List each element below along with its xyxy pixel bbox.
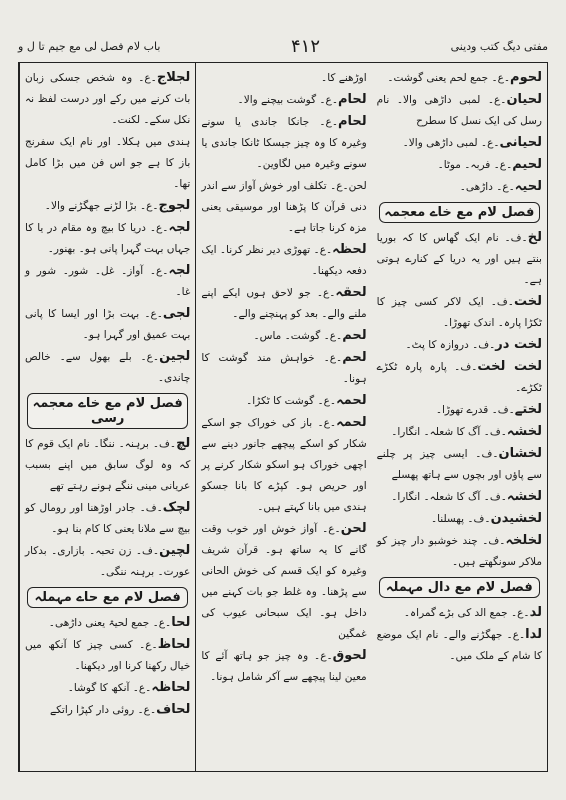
- entries-group-3: [377, 602, 542, 667]
- definition: ۔ف۔ قدرے تھوڑا۔: [435, 404, 515, 416]
- definition: ۔ف۔ دروازہ کا پٹ۔: [405, 339, 496, 351]
- definition: ۔ف۔ ایک لاکر کسی چیز کا ٹکڑا پارہ۔ اندک تھوڑا۔: [376, 296, 542, 329]
- dictionary-entry: [201, 347, 366, 390]
- entries-group-2: [377, 227, 542, 573]
- definition: ۔ع۔ روئی دار کپڑا راتکے: [49, 704, 157, 716]
- entries-group-1: [201, 67, 366, 688]
- dictionary-entry: [377, 291, 542, 334]
- definition: اوڑھنے کا۔: [321, 72, 367, 84]
- dictionary-entry: [377, 227, 542, 291]
- definition: ۔ع۔ فربہ۔ موٹا۔: [437, 159, 513, 171]
- dictionary-entry: [25, 217, 190, 260]
- dictionary-entry: [25, 699, 190, 721]
- headword: لجوج: [158, 198, 191, 213]
- entries-group-3: [25, 612, 190, 721]
- dictionary-entry: [377, 132, 542, 154]
- dictionary-entry: [377, 486, 542, 508]
- definition: ۔ع۔ داڑھی۔: [459, 181, 515, 193]
- headword: لحن: [340, 521, 367, 536]
- column-left: [372, 63, 547, 771]
- definition: ۔ع۔ باز کی خوراک جو اسکے شکار کو اسکے پیچھے جانور دینے سے اچھی خوراک ہو اسکو شکار کرنے پر اور حریص ہو۔ کپڑے کا بانا جسکو ہندی میں بانا کہتے ہیں۔: [201, 417, 367, 513]
- headword: لخت لخت: [477, 359, 542, 374]
- column-right: [19, 63, 195, 771]
- headword: لجہ: [168, 220, 191, 235]
- definition: ۔ع۔ وہ چیز جو ہاتھ آئے کا معین لینا پیچھے سے آکر شامل ہونا۔: [201, 650, 367, 683]
- definition: ۔ع۔ جمع لحیۃ یعنی داڑھی۔: [48, 617, 172, 629]
- headword: لحا: [171, 615, 191, 630]
- dictionary-entry: [201, 518, 366, 645]
- definition: ۔ف۔ نام ایک گھاس کا کہ بوریا بنتے ہیں اور یہ دریا کے کنارے ہوتی ہے۔: [376, 232, 542, 286]
- dictionary-entry: [377, 67, 542, 89]
- headword: لحاظ: [157, 637, 191, 652]
- headword: لجی: [162, 306, 191, 321]
- definition: ۔ع۔ گوشت کا ٹکڑا۔: [246, 395, 337, 407]
- definition: ۔ف۔ آگ کا شعلہ۔ انگارا۔: [391, 491, 507, 503]
- headword: لخشہ: [506, 489, 542, 504]
- page-frame: [18, 62, 548, 772]
- headword: لچین: [159, 543, 191, 558]
- dictionary-entry: [25, 303, 190, 346]
- definition: ۔ع۔ خواہش مند گوشت کا ہونا۔: [201, 352, 367, 385]
- definition: ۔ع۔ جو لاحق ہوں ایکے اپنے ملنے والے۔ بعد کو پہنچنے والے۔: [201, 287, 367, 320]
- headword: لحیانی: [499, 135, 542, 150]
- definition: ۔ف۔ برہنہ۔ ننگا۔ نام ایک قوم کا کہ وہ لوگ سابق میں اپنے بسبب عریانی مینی ننگے ہونے رہتے تھے: [25, 438, 191, 492]
- definition: ۔ع۔ وہ شخص جسکی زبان بات کرنے میں رکے اور درست لفظ نہ نکل سکے۔ لکنت۔: [25, 72, 191, 126]
- dictionary-entry: [377, 176, 542, 198]
- section-heading: فصل لام مع دال مہملہ: [379, 577, 540, 598]
- definition: لحن۔ع۔ تکلف اور خوش آواز سے اندر دنی قرآن کا پڑھنا اور موسیقی یعنی مزہ کرنا جاتا ہے۔: [201, 180, 367, 234]
- headword: لحام: [337, 114, 367, 129]
- definition: ۔ف۔ زن تحبہ۔ بازاری۔ بدکار عورت۔ برہنہ ننگی۔: [25, 545, 191, 578]
- headword: لحمہ: [336, 393, 367, 408]
- headword: لجین: [159, 349, 191, 364]
- definition: ۔ع۔ جھگڑنے والے۔ نام ایک موضع کا شام کے ملک میں۔: [376, 629, 542, 662]
- headword: لحم: [342, 328, 367, 343]
- headword: لحمہ: [336, 415, 367, 430]
- entries-group-1: [25, 67, 190, 389]
- headword: لحیم: [512, 157, 542, 172]
- headword: لحاظہ: [151, 680, 191, 695]
- column-middle: [195, 63, 371, 771]
- dictionary-entry: [201, 175, 366, 239]
- dictionary-entry: [25, 67, 190, 131]
- dictionary-entry: [377, 508, 542, 530]
- dictionary-entry: [25, 634, 190, 677]
- definition: ۔ع۔ دریا کا بیچ وہ مقام در یا کا جہاں بہت گہرا پانی ہو۔ بھنور۔: [25, 222, 191, 255]
- dictionary-entry: [25, 677, 190, 699]
- dictionary-entry: [201, 282, 366, 325]
- dictionary-entry: [201, 645, 366, 688]
- section-heading: فصل لام مع خاے معجمہ: [379, 202, 540, 223]
- definition: ۔ع۔ آواز۔ غل۔ شور۔ شور و غا۔: [25, 265, 191, 298]
- headword: لدا: [525, 627, 542, 642]
- definition: ۔ع۔ جانکا جاندی یا سونے وغیرہ کا وہ چیز جیسکا ٹانکا جاندی یا سونے وغیرہ میں لگاوین۔: [201, 116, 367, 170]
- dictionary-entry: [377, 421, 542, 443]
- definition: ۔ف۔ جادر اوڑھنا اور رومال کو بیچ سے ملانا یعنی کا کام بنا ہو۔: [25, 502, 191, 535]
- definition: ہندی میں ہکلا۔ اور نام ایک سفرنج باز کا ہے جو اس فن میں بڑا کامل تھا۔: [25, 136, 191, 190]
- page-number: ۴۱۲: [291, 35, 321, 57]
- headword: لخت: [513, 294, 542, 309]
- dictionary-entry: [25, 612, 190, 634]
- dictionary-entry: [377, 399, 542, 421]
- dictionary-entry: [201, 412, 366, 518]
- dictionary-entry: [377, 624, 542, 667]
- headword: لحوم: [510, 70, 542, 85]
- headword: لحیہ: [514, 179, 542, 194]
- headword: لخ: [527, 230, 542, 245]
- definition: ۔ف۔ چند خوشبو دار چیز کو ملاکر سونگھتے ہیں۔: [376, 535, 542, 568]
- headword: لخشیدن: [490, 511, 542, 526]
- definition: ۔ع۔ لمبی داڑھی والا۔: [402, 137, 500, 149]
- definition: ۔ف۔ آگ کا شعلہ۔ انگارا۔: [391, 426, 507, 438]
- dictionary-entry: [377, 154, 542, 176]
- headword: لخشان: [498, 446, 542, 461]
- headword: لحظہ: [332, 242, 367, 257]
- dictionary-entry: [201, 89, 366, 111]
- dictionary-entry: [201, 111, 366, 175]
- dictionary-entry: [377, 443, 542, 486]
- definition: ۔ع۔ تھوڑی دیر نظر کرنا۔ ایک دفعہ دیکھنا۔: [201, 244, 367, 277]
- dictionary-entry: [25, 540, 190, 583]
- dictionary-entry: [25, 346, 190, 389]
- headword: لجہ: [168, 263, 191, 278]
- dictionary-entry: [201, 67, 366, 89]
- dictionary-entry: [25, 260, 190, 303]
- definition: ۔ع۔ جمع الد کی بڑے گمراہ۔: [403, 607, 530, 619]
- definition: ۔ع۔ جمع لحم یعنی گوشت۔: [387, 72, 511, 84]
- section-heading: فصل لام مع حاے مہملہ: [27, 587, 188, 608]
- header-chapter: باب لام فصل لی مع جیم تا ل و: [18, 39, 161, 53]
- headword: لچک: [162, 500, 191, 515]
- entries-group-2: [25, 433, 190, 583]
- headword: لحیان: [506, 92, 542, 107]
- headword: لحقہ: [335, 285, 367, 300]
- dictionary-entry: [377, 530, 542, 573]
- entries-group-1: [377, 67, 542, 198]
- headword: لخشہ: [506, 424, 542, 439]
- headword: لخت در: [495, 337, 542, 352]
- header-title: مفتی دیگ کتب ودینی: [450, 39, 548, 53]
- definition: ۔ع۔ بہت بڑا اور ایسا کا پانی بہت عمیق اور گہرا ہو۔: [25, 308, 191, 341]
- definition: ۔ع۔ کسی چیز کا آنکھ میں خیال رکھنا کرنا اور دیکھنا۔: [25, 639, 191, 672]
- headword: لحوق: [332, 648, 367, 663]
- dictionary-entry: [25, 433, 190, 497]
- headword: لد: [529, 605, 542, 620]
- definition: ۔ع۔ بڑا لڑنے جھگڑنے والا۔: [44, 200, 159, 212]
- dictionary-entry: [25, 131, 190, 195]
- dictionary-entry: [201, 390, 366, 412]
- definition: ۔ع۔ گوشت بیچنے والا۔: [237, 94, 338, 106]
- dictionary-entry: [377, 602, 542, 624]
- dictionary-entry: [377, 89, 542, 132]
- definition: ۔ف۔ پارہ پارہ ٹکڑے ٹکڑے۔: [376, 361, 542, 394]
- headword: لخلخہ: [505, 533, 542, 548]
- dictionary-entry: [201, 239, 366, 282]
- headword: لحم: [342, 350, 367, 365]
- section-heading: فصل لام مع خاے معجمہ رسی: [27, 393, 188, 429]
- definition: ۔ف۔ پھسلنا۔: [430, 513, 491, 525]
- definition: ۔ع۔ گوشت۔ ماس۔: [253, 330, 343, 342]
- headword: لچ: [176, 436, 191, 451]
- definition: ۔ع۔ لمبی داڑھی والا۔ نام رسل کی ایک نسل کا سطرح: [376, 94, 542, 127]
- page-header: [18, 32, 548, 60]
- headword: لحاف: [156, 702, 191, 717]
- dictionary-entry: [377, 356, 542, 399]
- dictionary-entry: [25, 497, 190, 540]
- dictionary-entry: [25, 195, 190, 217]
- dictionary-entry: [201, 325, 366, 347]
- definition: ۔ع۔ آواز خوش اور خوب وقت گانے کا یہ ساتھ ہو۔ قرآن شریف وغیرہ کو ایک قسم کی خوش الحانی سے پڑھنا۔ وہ غلط جو بات کہنے میں داخل ہو۔ ایک سبحانی عیوب کی غمگین: [201, 523, 367, 640]
- dictionary-entry: [377, 334, 542, 356]
- definition: ۔ع۔ آنکھ کا گوشا۔: [67, 682, 152, 694]
- headword: لحام: [337, 92, 367, 107]
- headword: لجلاج: [156, 70, 191, 85]
- headword: لختے: [514, 402, 542, 417]
- definition: ۔ع۔ بلے بھول سے۔ خالص چاندی۔: [25, 351, 191, 384]
- definition: ۔ف۔ ایسی چیز پر چلنے سے پاؤں اور بچوں سے ہاتھ پھسلے: [376, 448, 542, 481]
